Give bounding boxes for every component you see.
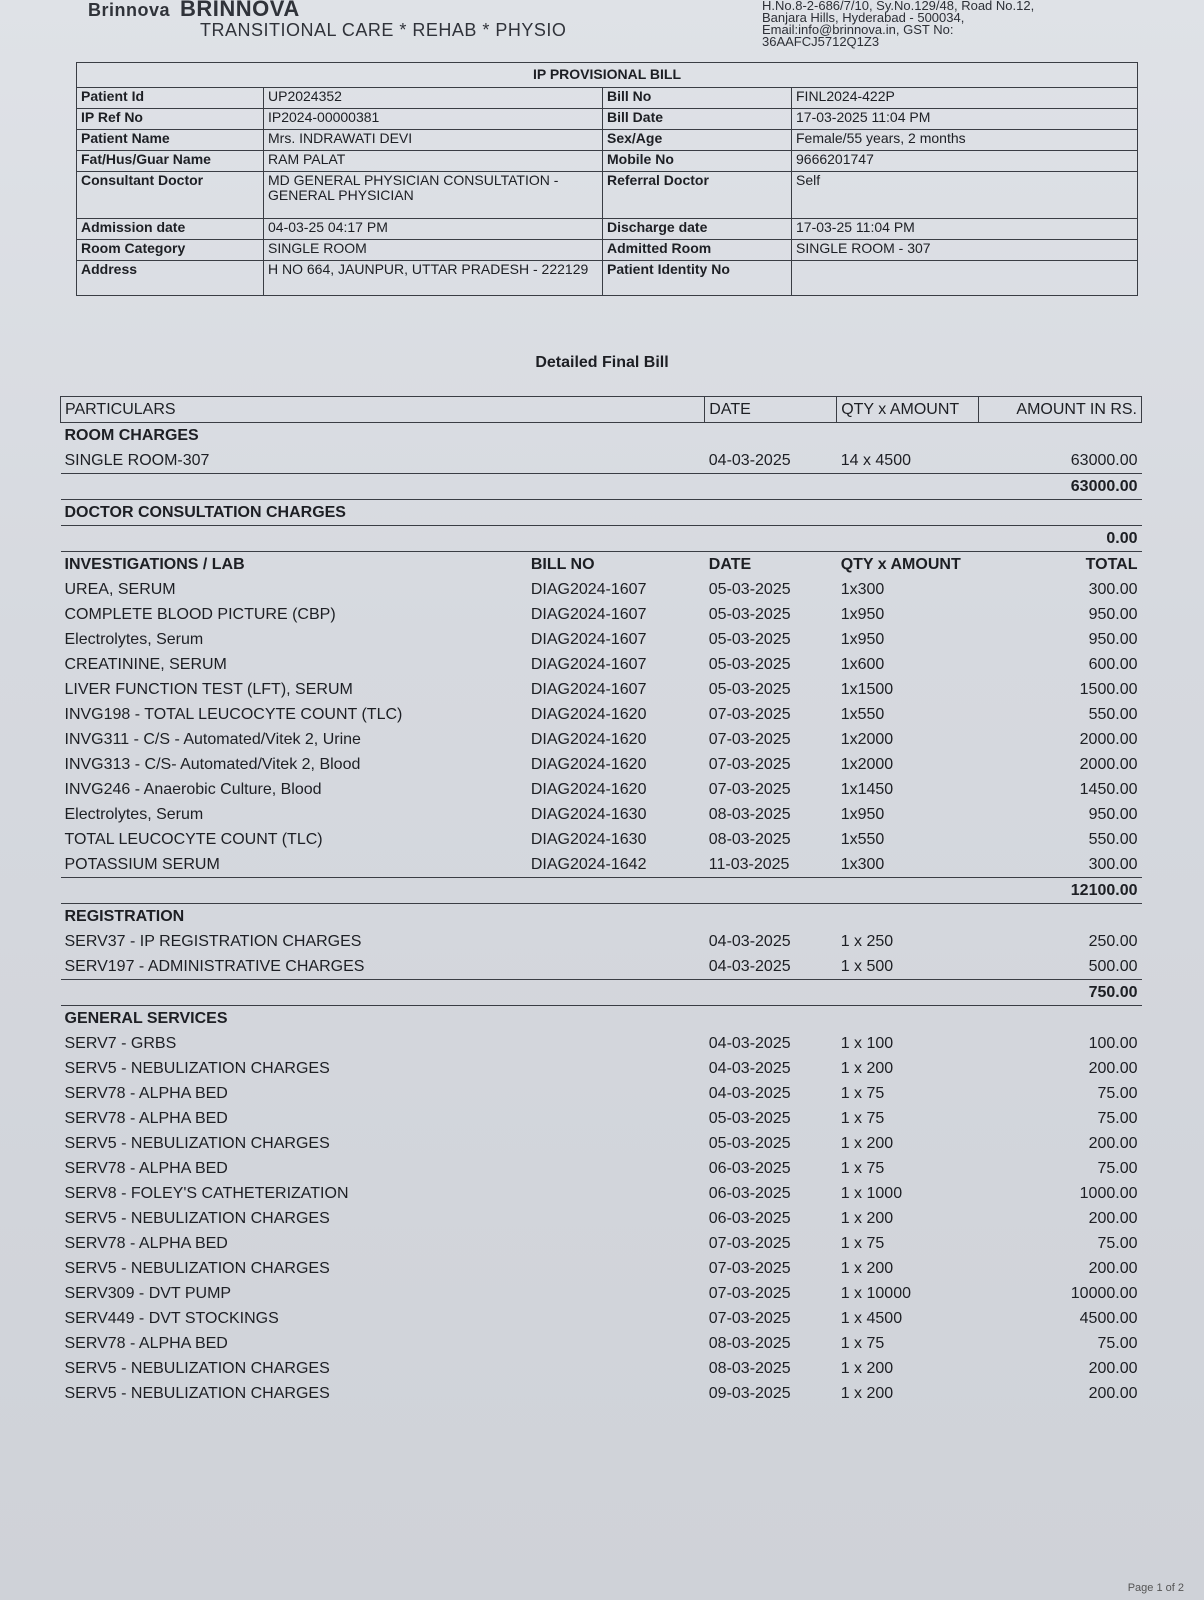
lab-title: INVESTIGATIONS / LAB: [61, 552, 527, 578]
general-services-title: GENERAL SERVICES: [61, 1006, 1142, 1032]
item-qty: 1 x 250: [840, 933, 894, 950]
item-amount: 200.00: [1088, 1385, 1138, 1402]
table-row: [61, 702, 1142, 727]
item-amount: 300.00: [1088, 856, 1138, 873]
lab-col-bill: BILL NO: [527, 552, 705, 578]
table-row: [61, 602, 1142, 627]
room-category-label: Room Category: [77, 240, 264, 261]
logo-big-text: BRINNOVA: [180, 0, 300, 21]
lab-col-total: TOTAL: [979, 552, 1142, 578]
col-particulars: PARTICULARS: [61, 397, 705, 423]
item-qty: 1 x 200: [840, 1135, 894, 1152]
sex-age-value: Female/55 years, 2 months: [792, 130, 1138, 151]
item-name: SERV5 - NEBULIZATION CHARGES: [64, 1385, 330, 1402]
table-row: [61, 1056, 1142, 1081]
item-qty: 1 x 75: [840, 1160, 885, 1177]
item-amount: 200.00: [1088, 1210, 1138, 1227]
item-amount: 950.00: [1088, 631, 1138, 648]
table-row: [61, 1231, 1142, 1256]
item-bill-no: DIAG2024-1607: [530, 606, 647, 623]
table-row: [61, 802, 1142, 827]
identity-label: Patient Identity No: [603, 261, 792, 296]
referral-value: Self: [792, 172, 1138, 219]
table-row: [61, 1081, 1142, 1106]
item-amount: 200.00: [1088, 1360, 1138, 1377]
item-name: SERV78 - ALPHA BED: [64, 1110, 228, 1127]
table-row: [61, 627, 1142, 652]
ip-ref-label: IP Ref No: [77, 109, 264, 130]
item-name: Electrolytes, Serum: [64, 631, 204, 648]
item-date: 07-03-2025: [708, 1260, 791, 1277]
referral-label: Referral Doctor: [603, 172, 792, 219]
item-amount: 2000.00: [1079, 731, 1138, 748]
item-name: SERV78 - ALPHA BED: [64, 1235, 228, 1252]
table-row: [61, 852, 1142, 878]
item-qty: 1x950: [840, 806, 885, 823]
table-row: [61, 1031, 1142, 1056]
item-qty: 1x550: [840, 706, 885, 723]
item-qty: 1 x 4500: [840, 1310, 903, 1327]
item-qty: 1 x 200: [840, 1260, 894, 1277]
lab-total: 12100.00: [979, 878, 1142, 904]
item-amount: 75.00: [1097, 1335, 1138, 1352]
table-row: [61, 1131, 1142, 1156]
col-qty: QTY x AMOUNT: [837, 397, 979, 423]
item-name: SERV8 - FOLEY'S CATHETERIZATION: [64, 1185, 349, 1202]
total-spacer: [61, 474, 979, 500]
table-row: [61, 752, 1142, 777]
table-row: [61, 1306, 1142, 1331]
item-qty: 1 x 75: [840, 1110, 885, 1127]
ip-ref-value: IP2024-00000381: [264, 109, 603, 130]
lab-col-date: DATE: [705, 552, 837, 578]
table-row: [61, 777, 1142, 802]
item-amount: 250.00: [1088, 933, 1138, 950]
item-qty: 1 x 200: [840, 1210, 894, 1227]
item-bill-no: DIAG2024-1620: [530, 756, 647, 773]
item-date: 05-03-2025: [708, 1110, 791, 1127]
item-date: 07-03-2025: [708, 706, 791, 723]
table-row: [61, 727, 1142, 752]
patient-name-value: Mrs. INDRAWATI DEVI: [264, 130, 603, 151]
item-date: 08-03-2025: [708, 831, 791, 848]
table-row: [61, 1156, 1142, 1181]
table-row: [61, 448, 1142, 474]
item-name: SERV5 - NEBULIZATION CHARGES: [64, 1060, 330, 1077]
item-qty: 1x2000: [840, 731, 894, 748]
item-date: 04-03-2025: [708, 1085, 791, 1102]
item-name: SERV78 - ALPHA BED: [64, 1160, 228, 1177]
table-row: [61, 1256, 1142, 1281]
section-total-row: [61, 980, 1142, 1006]
item-amount: 950.00: [1088, 806, 1138, 823]
item-amount: 2000.00: [1079, 756, 1138, 773]
item-qty: 1 x 100: [840, 1035, 894, 1052]
admission-value: 04-03-25 04:17 PM: [264, 219, 603, 240]
item-qty: 1 x 500: [840, 958, 894, 975]
lab-col-qty: QTY x AMOUNT: [837, 552, 979, 578]
item-amount: 1450.00: [1079, 781, 1138, 798]
item-date: 08-03-2025: [708, 1360, 791, 1377]
item-date: 07-03-2025: [708, 731, 791, 748]
item-date: 07-03-2025: [708, 781, 791, 798]
section-total-row: [61, 474, 1142, 500]
item-amount: 300.00: [1088, 581, 1138, 598]
item-bill-no: DIAG2024-1607: [530, 581, 647, 598]
item-name: SERV5 - NEBULIZATION CHARGES: [64, 1360, 330, 1377]
consultant-label: Consultant Doctor: [77, 172, 264, 219]
item-date: 07-03-2025: [708, 1235, 791, 1252]
item-name: CREATININE, SERUM: [64, 656, 227, 673]
item-date: 04-03-2025: [708, 1035, 791, 1052]
room-charges-title: ROOM CHARGES: [61, 423, 1142, 449]
item-qty: 1 x 1000: [840, 1185, 903, 1202]
item-name: SERV309 - DVT PUMP: [64, 1285, 232, 1302]
item-date: 04-03-2025: [708, 1060, 791, 1077]
table-row: [61, 1331, 1142, 1356]
item-qty: 1 x 75: [840, 1085, 885, 1102]
item-name: INVG246 - Anaerobic Culture, Blood: [64, 781, 322, 798]
item-date: 08-03-2025: [708, 806, 791, 823]
item-date: 06-03-2025: [708, 1210, 791, 1227]
item-amount: 1000.00: [1079, 1185, 1138, 1202]
item-amount: 200.00: [1088, 1260, 1138, 1277]
sex-age-label: Sex/Age: [603, 130, 792, 151]
item-name: COMPLETE BLOOD PICTURE (CBP): [64, 606, 336, 623]
admitted-room-label: Admitted Room: [603, 240, 792, 261]
item-amount: 75.00: [1097, 1160, 1138, 1177]
table-row: [61, 652, 1142, 677]
table-row: [61, 1356, 1142, 1381]
table-row: [61, 1206, 1142, 1231]
item-amount: 75.00: [1097, 1235, 1138, 1252]
table-row: [61, 677, 1142, 702]
address-value: H NO 664, JAUNPUR, UTTAR PRADESH - 222129: [264, 261, 603, 296]
doctor-consultation-title: DOCTOR CONSULTATION CHARGES: [61, 500, 1142, 526]
total-spacer: [61, 878, 979, 904]
address-line: H.No.8-2-686/7/10, Sy.No.129/48, Road No.12,: [762, 0, 1035, 13]
item-bill-no: DIAG2024-1620: [530, 706, 647, 723]
section-row: [61, 552, 1142, 578]
item-qty: 1 x 200: [840, 1360, 894, 1377]
item-amount: 200.00: [1088, 1060, 1138, 1077]
item-name: SERV5 - NEBULIZATION CHARGES: [64, 1135, 330, 1152]
bill-no-label: Bill No: [603, 88, 792, 109]
address-line: 36AAFCJ5712Q1Z3: [762, 34, 880, 49]
item-bill-no: DIAG2024-1620: [530, 781, 647, 798]
item-date: 06-03-2025: [708, 1160, 791, 1177]
item-date: 05-03-2025: [708, 606, 791, 623]
item-date: 09-03-2025: [708, 1385, 791, 1402]
total-spacer: [61, 980, 979, 1006]
table-row: [61, 954, 1142, 980]
page-number: Page 1 of 2: [1127, 1582, 1184, 1594]
item-name: SERV5 - NEBULIZATION CHARGES: [64, 1260, 330, 1277]
table-row: [61, 1281, 1142, 1306]
item-qty: 1 x 75: [840, 1235, 885, 1252]
item-name: SERV197 - ADMINISTRATIVE CHARGES: [64, 958, 365, 975]
item-qty: 1 x 10000: [840, 1285, 911, 1302]
item-bill-no: DIAG2024-1607: [530, 681, 647, 698]
table-row: [61, 1181, 1142, 1206]
item-date: 07-03-2025: [708, 1285, 791, 1302]
patient-info-table: [76, 62, 1138, 296]
item-date: 04-03-2025: [708, 958, 791, 975]
brand-tagline: TRANSITIONAL CARE * REHAB * PHYSIO: [200, 20, 567, 40]
item-bill-no: DIAG2024-1630: [530, 806, 647, 823]
item-qty: 1x550: [840, 831, 885, 848]
admitted-room-value: SINGLE ROOM - 307: [792, 240, 1138, 261]
item-amount: 200.00: [1088, 1135, 1138, 1152]
item-name: INVG198 - TOTAL LEUCOCYTE COUNT (TLC): [64, 706, 403, 723]
table-row: [61, 577, 1142, 602]
patient-id-label: Patient Id: [77, 88, 264, 109]
col-date: DATE: [705, 397, 837, 423]
discharge-value: 17-03-25 11:04 PM: [792, 219, 1138, 240]
section-row: [61, 500, 1142, 526]
bill-no-value: FINL2024-422P: [792, 88, 1138, 109]
room-category-value: SINGLE ROOM: [264, 240, 603, 261]
guardian-label: Fat/Hus/Guar Name: [77, 151, 264, 172]
table-row: [61, 827, 1142, 852]
mobile-label: Mobile No: [603, 151, 792, 172]
guardian-value: RAM PALAT: [264, 151, 603, 172]
item-date: 05-03-2025: [708, 581, 791, 598]
item-qty: 1 x 75: [840, 1335, 885, 1352]
item-name: SERV78 - ALPHA BED: [64, 1085, 228, 1102]
item-qty: 1x950: [840, 606, 885, 623]
item-name: SERV78 - ALPHA BED: [64, 1335, 228, 1352]
item-amount: 100.00: [1088, 1035, 1138, 1052]
bill-table: [60, 396, 1142, 1406]
item-name: UREA, SERUM: [64, 581, 176, 598]
item-name: SERV449 - DVT STOCKINGS: [64, 1310, 279, 1327]
consultant-value: MD GENERAL PHYSICIAN CONSULTATION - GENERAL PHYSICIAN: [264, 172, 603, 219]
item-name: SERV37 - IP REGISTRATION CHARGES: [64, 933, 362, 950]
item-date: 06-03-2025: [708, 1185, 791, 1202]
address-line: Email:info@brinnova.in, GST No:: [762, 22, 954, 37]
item-qty: 1x300: [840, 581, 885, 598]
hospital-address: [762, 0, 1122, 48]
item-date: 08-03-2025: [708, 1335, 791, 1352]
item-amount: 950.00: [1088, 606, 1138, 623]
discharge-label: Discharge date: [603, 219, 792, 240]
item-amount: 4500.00: [1079, 1310, 1138, 1327]
item-bill-no: DIAG2024-1607: [530, 631, 647, 648]
item-bill-no: DIAG2024-1630: [530, 831, 647, 848]
bill-header-row: [61, 397, 1142, 423]
bill-date-value: 17-03-2025 11:04 PM: [792, 109, 1138, 130]
registration-title: REGISTRATION: [61, 904, 1142, 930]
item-bill-no: DIAG2024-1642: [530, 856, 647, 873]
item-qty: 1x600: [840, 656, 885, 673]
identity-value: [792, 261, 1138, 296]
table-row: [61, 1381, 1142, 1406]
detailed-bill-title: Detailed Final Bill: [535, 354, 669, 371]
item-bill-no: DIAG2024-1607: [530, 656, 647, 673]
item-date: 07-03-2025: [708, 756, 791, 773]
patient-id-value: UP2024352: [264, 88, 603, 109]
item-qty: 1x300: [840, 856, 885, 873]
item-qty: 1 x 200: [840, 1385, 894, 1402]
bill-date-label: Bill Date: [603, 109, 792, 130]
total-spacer: [61, 526, 979, 552]
item-amount: 500.00: [1088, 958, 1138, 975]
item-amount: 550.00: [1088, 706, 1138, 723]
mobile-value: 9666201747: [792, 151, 1138, 172]
item-name: POTASSIUM SERUM: [64, 856, 220, 873]
item-qty: 1x2000: [840, 756, 894, 773]
address-line: Banjara Hills, Hyderabad - 500034,: [762, 10, 965, 25]
section-row: [61, 1006, 1142, 1032]
item-name: TOTAL LEUCOCYTE COUNT (TLC): [64, 831, 323, 848]
address-label: Address: [77, 261, 264, 296]
admission-label: Admission date: [77, 219, 264, 240]
brand-logo: [88, 0, 300, 22]
item-date: 05-03-2025: [708, 1135, 791, 1152]
item-name: INVG311 - C/S - Automated/Vitek 2, Urine: [64, 731, 361, 748]
item-amount: 63000.00: [1070, 452, 1138, 469]
table-row: [61, 1106, 1142, 1131]
item-amount: 600.00: [1088, 656, 1138, 673]
item-amount: 75.00: [1097, 1110, 1138, 1127]
item-date: 07-03-2025: [708, 1310, 791, 1327]
item-name: LIVER FUNCTION TEST (LFT), SERUM: [64, 681, 353, 698]
item-qty: 1x950: [840, 631, 885, 648]
item-name: Electrolytes, Serum: [64, 806, 204, 823]
col-amount: AMOUNT IN RS.: [979, 397, 1142, 423]
item-date: 05-03-2025: [708, 681, 791, 698]
item-name: SERV7 - GRBS: [64, 1035, 177, 1052]
registration-total: 750.00: [979, 980, 1142, 1006]
item-bill-no: DIAG2024-1620: [530, 731, 647, 748]
patient-name-label: Patient Name: [77, 130, 264, 151]
doctor-consultation-total: 0.00: [979, 526, 1142, 552]
item-date: 11-03-2025: [708, 856, 790, 873]
section-row: [61, 423, 1142, 449]
item-qty: 14 x 4500: [840, 452, 911, 469]
item-qty: 1 x 200: [840, 1060, 894, 1077]
item-date: 04-03-2025: [708, 452, 791, 469]
item-amount: 550.00: [1088, 831, 1138, 848]
item-amount: 75.00: [1097, 1085, 1138, 1102]
table-row: [61, 929, 1142, 954]
room-charges-total: 63000.00: [979, 474, 1142, 500]
section-total-row: [61, 526, 1142, 552]
logo-small-text: Brinnova: [88, 0, 171, 20]
item-date: 05-03-2025: [708, 656, 791, 673]
item-amount: 1500.00: [1079, 681, 1138, 698]
item-qty: 1x1500: [840, 681, 894, 698]
item-name: INVG313 - C/S- Automated/Vitek 2, Blood: [64, 756, 361, 773]
item-qty: 1x1450: [840, 781, 894, 798]
item-amount: 10000.00: [1070, 1285, 1138, 1302]
section-total-row: [61, 878, 1142, 904]
item-name: SINGLE ROOM-307: [64, 452, 210, 469]
item-name: SERV5 - NEBULIZATION CHARGES: [64, 1210, 330, 1227]
item-date: 04-03-2025: [708, 933, 791, 950]
item-date: 05-03-2025: [708, 631, 791, 648]
section-row: [61, 904, 1142, 930]
info-title: IP PROVISIONAL BILL: [77, 63, 1138, 88]
